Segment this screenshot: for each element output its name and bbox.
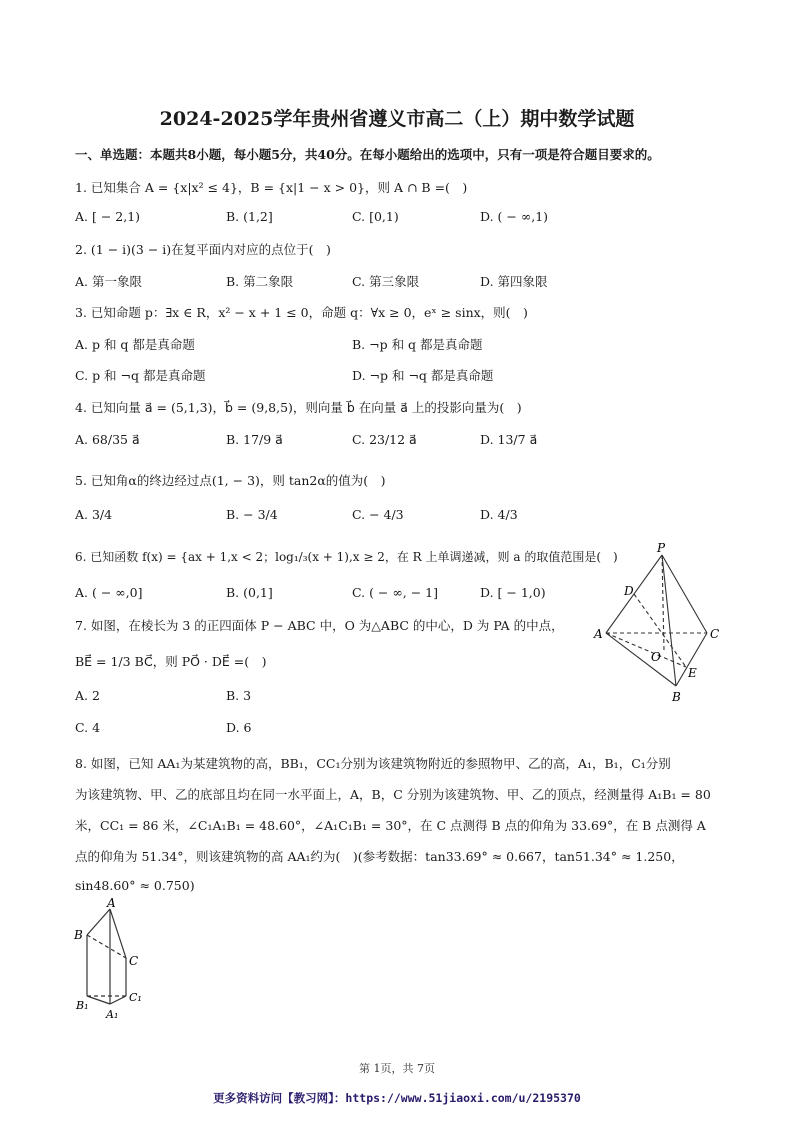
q5-option-d: D. 4/3 bbox=[480, 507, 518, 522]
q4-option-c: C. 23/12 a⃗ bbox=[352, 432, 417, 447]
q4-option-a: A. 68/35 a⃗ bbox=[75, 432, 140, 447]
fig8-label-b: B bbox=[74, 928, 83, 942]
question-8-line4: 点的仰角为 51.34°，则该建筑物的高 AA₁约为( )(参考数据：tan33.69° ≈ 0.667，tan51.34° ≈ 1.250， bbox=[75, 849, 684, 864]
q5-option-c: C. − 4/3 bbox=[352, 507, 404, 522]
q6-option-a: A. ( − ∞,0] bbox=[75, 585, 143, 600]
tetrahedron-figure bbox=[590, 540, 730, 710]
q5-option-a: A. 3/4 bbox=[75, 507, 113, 522]
fig7-label-c: C bbox=[710, 627, 720, 641]
question-1-stem: 1. 已知集合 A = {x|x² ≤ 4}，B = {x|1 − x > 0}，则 A ∩ B =( ) bbox=[75, 180, 468, 195]
q7-option-b: B. 3 bbox=[226, 688, 252, 703]
section-heading: 一、单选题：本题共8小题，每小题5分，共40分。在每小题给出的选项中，只有一项是符合题目要求的。 bbox=[75, 147, 660, 162]
q5-option-b: B. − 3/4 bbox=[226, 507, 278, 522]
q7-option-c: C. 4 bbox=[75, 720, 101, 735]
fig8-label-a: A bbox=[107, 896, 116, 910]
q4-option-d: D. 13/7 a⃗ bbox=[480, 432, 538, 447]
fig7-label-e: E bbox=[688, 666, 697, 680]
q2-option-d: D. 第四象限 bbox=[480, 274, 548, 289]
q1-option-d: D. ( − ∞,1) bbox=[480, 209, 549, 224]
fig7-label-b: B bbox=[672, 690, 681, 704]
fig7-label-o: O bbox=[651, 650, 661, 664]
q3-option-b: B. ¬p 和 q 都是真命题 bbox=[352, 337, 483, 352]
q3-option-c: C. p 和 ¬q 都是真命题 bbox=[75, 368, 206, 383]
question-3-stem: 3. 已知命题 p：∃x ∈ R，x² − x + 1 ≤ 0，命题 q：∀x ≥ 0，eˣ ≥ sinx，则( ) bbox=[75, 305, 528, 320]
fig8-label-b1: B₁ bbox=[76, 999, 89, 1012]
question-8-line3: 米，CC₁ = 86 米，∠C₁A₁B₁ = 48.60°，∠A₁C₁B₁ = 30°，在 C 点测得 B 点的仰角为 33.69°，在 B 点测得 A bbox=[75, 818, 706, 833]
question-2-stem: 2. (1 − i)(3 − i)在复平面内对应的点位于( ) bbox=[75, 242, 331, 257]
q3-option-d: D. ¬p 和 ¬q 都是真命题 bbox=[352, 368, 494, 383]
question-6-stem: 6. 已知函数 f(x) = {ax + 1,x < 2；log₁/₃(x + 1),x ≥ 2，在 R 上单调递减，则 a 的取值范围是( ) bbox=[75, 550, 618, 564]
q6-option-d: D. [ − 1,0) bbox=[480, 585, 546, 600]
resource-link[interactable]: 更多资料访问【教习网】：https://www.51jiaoxi.com/u/2195370 bbox=[213, 1091, 581, 1105]
page-footer: 第 1页，共 7页 bbox=[359, 1062, 435, 1075]
q1-option-b: B. (1,2] bbox=[226, 209, 273, 224]
q2-option-b: B. 第二象限 bbox=[226, 274, 294, 289]
q2-option-a: A. 第一象限 bbox=[75, 274, 142, 289]
q1-option-c: C. [0,1) bbox=[352, 209, 399, 224]
building-figure bbox=[70, 895, 160, 1025]
fig8-label-c: C bbox=[129, 954, 139, 968]
question-8-line5: sin48.60° ≈ 0.750) bbox=[75, 878, 195, 893]
q7-option-a: A. 2 bbox=[75, 688, 100, 703]
q6-option-b: B. (0,1] bbox=[226, 585, 273, 600]
question-8-line1: 8. 如图，已知 AA₁为某建筑物的高，BB₁，CC₁分别为该建筑物附近的参照物甲、乙的高，A₁，B₁，C₁分别 bbox=[75, 756, 671, 771]
q3-option-a: A. p 和 q 都是真命题 bbox=[75, 337, 195, 352]
fig7-label-p: P bbox=[657, 541, 666, 555]
question-7-stem-line2: BE⃗ = 1/3 BC⃗，则 PO⃗ · DE⃗ =( ) bbox=[75, 654, 267, 669]
fig8-label-a1: A₁ bbox=[106, 1008, 119, 1021]
fig7-label-d: D bbox=[624, 584, 634, 598]
question-7-stem: 7. 如图，在棱长为 3 的正四面体 P − ABC 中，O 为△ABC 的中心，D 为 PA 的中点， bbox=[75, 618, 564, 633]
fig8-label-c1: C₁ bbox=[129, 991, 142, 1004]
q7-option-d: D. 6 bbox=[226, 720, 252, 735]
q6-option-c: C. ( − ∞, − 1] bbox=[352, 585, 438, 600]
q4-option-b: B. 17/9 a⃗ bbox=[226, 432, 283, 447]
q2-option-c: C. 第三象限 bbox=[352, 274, 420, 289]
q1-option-a: A. [ − 2,1) bbox=[75, 209, 141, 224]
question-8-line2: 为该建筑物、甲、乙的底部且均在同一水平面上，A，B，C 分别为该建筑物、甲、乙的顶点，经测量得 A₁B₁ = 80 bbox=[75, 787, 711, 802]
question-4-stem: 4. 已知向量 a⃗ = (5,1,3)，b⃗ = (9,8,5)，则向量 b⃗ 在向量 a⃗ 上的投影向量为( ) bbox=[75, 400, 522, 415]
fig7-label-a: A bbox=[594, 627, 603, 641]
page-title: 2024-2025学年贵州省遵义市高二（上）期中数学试题 bbox=[159, 108, 635, 130]
question-5-stem: 5. 已知角α的终边经过点(1, − 3)，则 tan2α的值为( ) bbox=[75, 473, 386, 488]
